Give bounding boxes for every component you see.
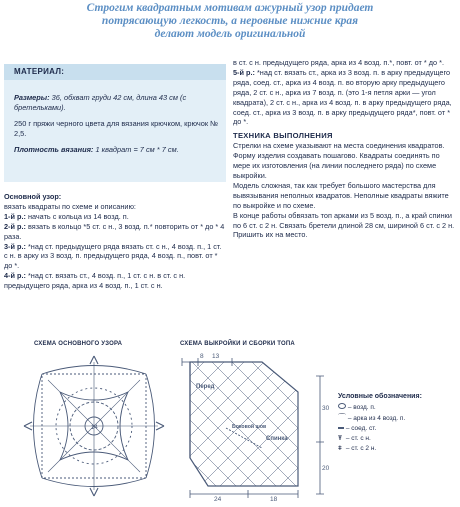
arch-icon: ⌒ [338,413,346,422]
row-text: *над ст. вязать ст., арка из 3 возд. п. в арку предыдущего ряда, соед. ст., арка из 4 возд. п. во вторую арку предыдущего ряда, 2 ст. с н., арка из 7 возд. п. (это 1-я петля арки — угол квадрата), 2 ст. с н., арка из 4 возд. п. в арку предыдущего ряда, соед. ст., арка из 3 возд. п. в арку предыдущего ряда*, повт. от * до *. [233,67,452,127]
legend-item-dc [338,434,458,444]
dim-30: 30 [322,405,330,412]
density-text: 1 квадрат = 7 см * 7 см. [95,145,179,154]
technique-title: ТЕХНИКА ВЫПОЛНЕНИЯ [233,131,333,141]
technique-paragraph-1: Стрелки на схеме указывают на места соединения квадратов. Форму изделия создавать пошагово. Квадраты соединять по мере их изготовления (на линии последнего ряда) по схеме выкройки. [233,141,445,180]
pattern-row-4 [4,271,226,291]
pattern-intro: вязать квадраты по схеме и описанию: [4,201,136,211]
legend [338,393,458,454]
pattern-title: Основной узор: [4,192,62,201]
treble-crochet-icon: ǂ [338,445,342,452]
legend-text: – ст. с н. [345,435,371,442]
pattern-row-3 [4,242,226,272]
side-seam-line [226,428,262,448]
center-label: 14 [91,425,98,431]
legend-item-tr [338,444,458,454]
article-header [10,2,450,41]
technique-paragraph-3: В конце работы обвязать топ арками из 5 возд. п., а край спинки по 6 ст. с 2 н. Связать бретели длиной 28 см, шириной 6 ст. с 2 н. Пришить их на место. [233,210,455,240]
legend-item-chain [338,403,458,413]
back-label: Спинка [266,436,288,442]
slip-stitch-icon [338,427,344,429]
bottom-dimension-line [190,490,298,498]
legend-title: Условные обозначения: [338,393,422,400]
sizes-label: Размеры: [14,93,50,102]
cut-scheme-diagram [178,348,328,504]
row-text: *над ст. предыдущего ряда вязать ст. с н., 4 возд. п., 1 ст. с н. в арку из 3 возд. п. предыдущего ряда, 4 возд. п., повт. от * до *. [4,241,222,271]
legend-text: – арка из 4 возд. п. [347,415,406,422]
right-column [233,58,455,240]
sizes-line [4,93,226,112]
row-text: *над ст. вязать ст., 4 возд. п., 1 ст. с н. в ст. с н. предыдущего ряда, арка из 4 возд. п., 1 ст. с н. [4,271,186,291]
pattern-row-5 [233,68,455,127]
row-label: 4-й р.: [4,271,26,281]
row-label: 3-й р.: [4,241,26,251]
header-line-2: потрясающую легкость, а неровные нижние края [101,15,359,27]
header-line-1: Строгим квадратным мотивам ажурный узор придает [86,2,374,14]
legend-text: – ст. с 2 н. [345,445,377,452]
legend-item-slip [338,424,458,434]
pattern-row-2 [4,222,226,242]
pattern-section [4,192,226,291]
pattern-scheme-caption: СХЕМА ОСНОВНОГО УЗОРА [34,341,123,347]
row-label: 2-й р.: [4,221,26,231]
yarn-line: 250 г пряжи черного цвета для вязания крючком, крючок № 2,5. [14,119,219,138]
density-label: Плотность вязания: [14,145,94,154]
side-seam-label: Боковой шов [232,424,267,430]
material-title: МАТЕРИАЛ: [4,64,226,80]
technique-paragraph-2: Модель сложная, так как требует большого мастерства для вывязывания неполных квадратов. Неполные квадраты вяжите по выкройке и по схеме. [233,180,449,210]
row-text: вязать в кольцо *5 ст. с н., 3 возд. п.* повторить от * до * 4 раза. [4,221,225,241]
dim-20: 20 [322,465,330,472]
legend-item-arch [338,413,458,424]
pattern-continuation: в ст. с н. предыдущего ряда, арка из 4 возд. п.*, повт. от * до *. [233,58,444,67]
stitch-pattern-diagram [20,352,168,500]
row-text: начать с кольца из 14 возд. п. [27,211,129,221]
row-label: 1-й р.: [4,211,26,221]
right-dimension-line [316,376,324,494]
sizes-text: 36, обхват груди 42 см, длина 43 см (с бретельками). [14,93,187,112]
row-label: 5-й р.: [233,67,255,77]
dim-24: 24 [214,496,222,503]
legend-text: – возд. п. [347,404,376,411]
dim-8: 8 [200,353,204,360]
density-line [4,145,226,155]
pattern-row-1 [4,212,226,222]
dim-13: 13 [212,353,220,360]
header-line-3: делают модель оригинальной [154,28,306,40]
double-crochet-icon: Ŧ [338,435,342,442]
front-label: Перед [196,384,215,390]
material-box [4,64,226,182]
legend-text: – соед. ст. [345,425,377,432]
dim-18: 18 [270,496,278,503]
cut-scheme-caption: СХЕМА ВЫКРОЙКИ И СБОРКИ ТОПА [180,341,295,347]
chain-stitch-icon [338,403,346,409]
